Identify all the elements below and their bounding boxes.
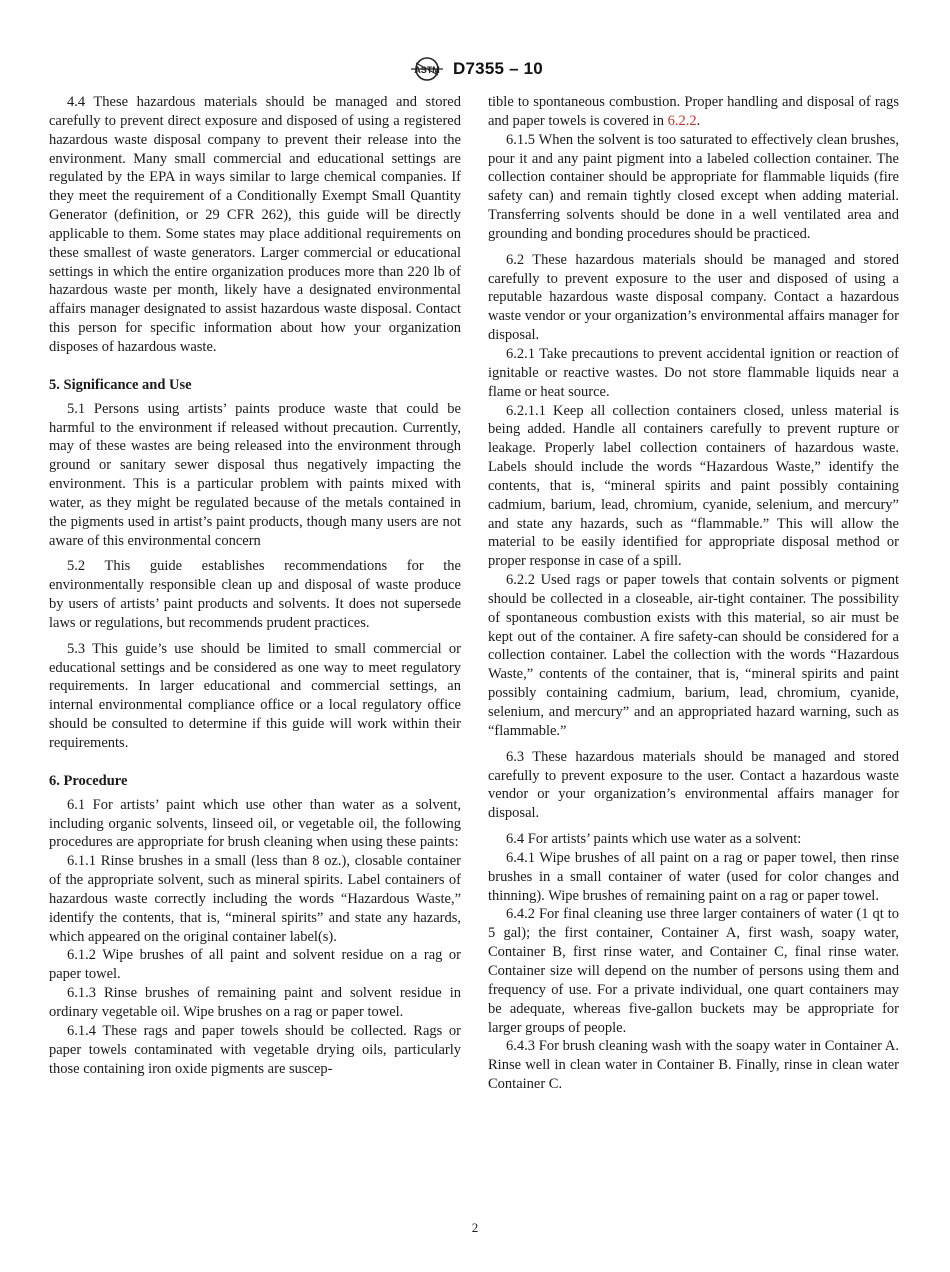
- section-heading-6: 6. Procedure: [49, 772, 128, 789]
- cross-reference-link-6-2-2[interactable]: 6.2.2: [667, 112, 697, 129]
- paragraph-6-1: 6.1 For artists’ paint which use other than water as a solvent, including organic solvents, linseed oil, or vegetable oil, the following procedures are appropriate for brush cleaning when using these paints:: [49, 796, 461, 851]
- paragraph-6-2-1: 6.2.1 Take precautions to prevent accidental ignition or reaction of ignitable or reactive wastes. Do not store flammable liquids near a flame or heat source.: [488, 345, 899, 400]
- page-header: [0, 56, 950, 82]
- paragraph-6-1-4-continued: [488, 93, 899, 131]
- continued-text-end: .: [696, 112, 701, 129]
- paragraph-6-4-2: 6.4.2 For final cleaning use three larger containers of water (1 qt to 5 gal); the first container, Container A, first wash, soapy water, Container B, first rinse water, and Container C, final rinse water. Container size will depend on the number of persons using them and frequency of use. For a private individual, one quart containers may be adequate, whereas five-gallon buckets may be appropriate for larger groups of people.: [488, 906, 899, 1036]
- paragraph-5-1: 5.1 Persons using artists’ paints produce waste that could be harmful to the environment if released without precaution. Currently, may of these wastes are being released into the environment through ground or sanitary sewer disposal thus negatively impacting the environment. This is a particular problem with paints mixed with water, as they might be regulated because of the metals contained in the pigments used in artist’s paint products, though many users are not aware of this environmental concern: [49, 400, 461, 549]
- logo-text: ASTM: [414, 65, 440, 75]
- right-column: [488, 93, 899, 1094]
- paragraph-6-1-1: 6.1.1 Rinse brushes in a small (less than 8 oz.), closable container of the appropriate solvent, such as mineral spirits. Label containers of hazardous waste correctly including the words “Hazardous Waste,” identify the contents, that is, “mineral spirits” and state any hazards, which appeared on the original container label(s).: [49, 853, 461, 945]
- section-heading-5: 5. Significance and Use: [49, 376, 192, 393]
- paragraph-4-4: 4.4 These hazardous materials should be managed and stored carefully to prevent direct exposure and disposed of using a registered hazardous waste disposal company to prevent their release into the environment. Many small commercial and educational settings are regulated by the EPA in ways similar to large chemical companies. If they meet the requirement of a Conditionally Exempt Small Quantity Generator (definition, or 29 CFR 262), this guide will be directly applicable to them. Some states may place additional requirements on these smallest of waste generators. Larger commercial or educational settings in which the entire organization produces more than 220 lb of hazardous waste per month, likely have a designated environmental affairs manager designated to assist hazardous waste disposal. Contact this person for specific information about how your organization disposes of hazardous waste.: [49, 94, 461, 355]
- paragraph-6-1-4: 6.1.4 These rags and paper towels should be collected. Rags or paper towels contaminated with vegetable drying oils, particularly those containing iron oxide pigments are suscep-: [49, 1022, 461, 1077]
- paragraph-6-1-2: 6.1.2 Wipe brushes of all paint and solvent residue on a rag or paper towel.: [49, 947, 461, 983]
- paragraph-6-3: 6.3 These hazardous materials should be managed and stored carefully to prevent exposure to the user. Contact a hazardous waste vendor or your organization’s environmental affairs manager for disposal.: [488, 748, 899, 822]
- astm-logo-icon: [407, 56, 447, 82]
- left-column: [49, 93, 461, 1078]
- paragraph-6-1-5: 6.1.5 When the solvent is too saturated to effectively clean brushes, pour it and any paint pigment into a labeled collection container. The collection container should be appropriate for flammable liquids (fire safety can) and remain tightly closed except when adding material. Transferring solvents should be done in a well ventilated area and grounding and bonding procedures should be practiced.: [488, 131, 899, 242]
- paragraph-6-2: 6.2 These hazardous materials should be managed and stored carefully to prevent exposure to the user and disposed of using a reputable hazardous waste disposal company. Contact a hazardous waste vendor or your organization’s environmental affairs manager for disposal.: [488, 251, 899, 344]
- paragraph-6-4-3: 6.4.3 For brush cleaning wash with the soapy water in Container A. Rinse well in clean water in Container B. Finally, rinse in clean water Container C.: [488, 1038, 899, 1093]
- continued-text: tible to spontaneous combustion. Proper handling and disposal of rags and paper towels is covered in: [488, 94, 899, 129]
- document-designation: D7355 – 10: [453, 59, 543, 78]
- page-number: 2: [471, 1220, 479, 1235]
- paragraph-5-3: 5.3 This guide’s use should be limited to small commercial or educational settings and be considered as one way to meet regulatory requirements. In larger educational and commercial settings, an internal environmental compliance office or a local regulatory office should be consulted to determine if this guide will work within their requirements.: [49, 640, 461, 751]
- paragraph-6-4-1: 6.4.1 Wipe brushes of all paint on a rag or paper towel, then rinse brushes in a small container of water (used for color changes and thinning). Wipe brushes of remaining paint on a rag or paper towel.: [488, 849, 899, 904]
- paragraph-6-1-3: 6.1.3 Rinse brushes of remaining paint and solvent residue in ordinary vegetable oil. Wipe brushes on a rag or paper towel.: [49, 985, 461, 1020]
- paragraph-6-2-1-1: 6.2.1.1 Keep all collection containers closed, unless material is being added. Handle all containers carefully to prevent rupture or leakage. Properly label collection containers of hazardous waste. Labels should include the words “Hazardous Waste,” identify the contents, that is, “mineral spirits and paint possibly containing cadmium, barium, lead, chromium, cyanide, selenium, and mercury” and state any hazards, such as “flammable.” This will allow the material to be easily identified for appropriate disposal method or proper response in case of a spill.: [488, 402, 899, 570]
- paragraph-6-4: 6.4 For artists’ paints which use water as a solvent:: [506, 831, 802, 848]
- paragraph-6-2-2: 6.2.2 Used rags or paper towels that contain solvents or pigment should be collected in a closeable, air-tight container. The possibility of spontaneous combustion exists with this material, so air must be kept out of the container. A fire safety-can should be considered for a collection container. Label the collection with the words “Hazardous Waste,” contents of the container, that is, “mineral spirits and paint possibly containing cadmium, barium, lead, chromium, cyanide, selenium, and mercury” and an appropriated hazard warning, such as “flammable.”: [488, 572, 899, 739]
- paragraph-5-2: 5.2 This guide establishes recommendations for the environmentally responsible clean up and disposal of waste produce by users of artists’ paint products and solvents. It does not supersede laws or regulations, but recommends prudent practices.: [49, 558, 461, 631]
